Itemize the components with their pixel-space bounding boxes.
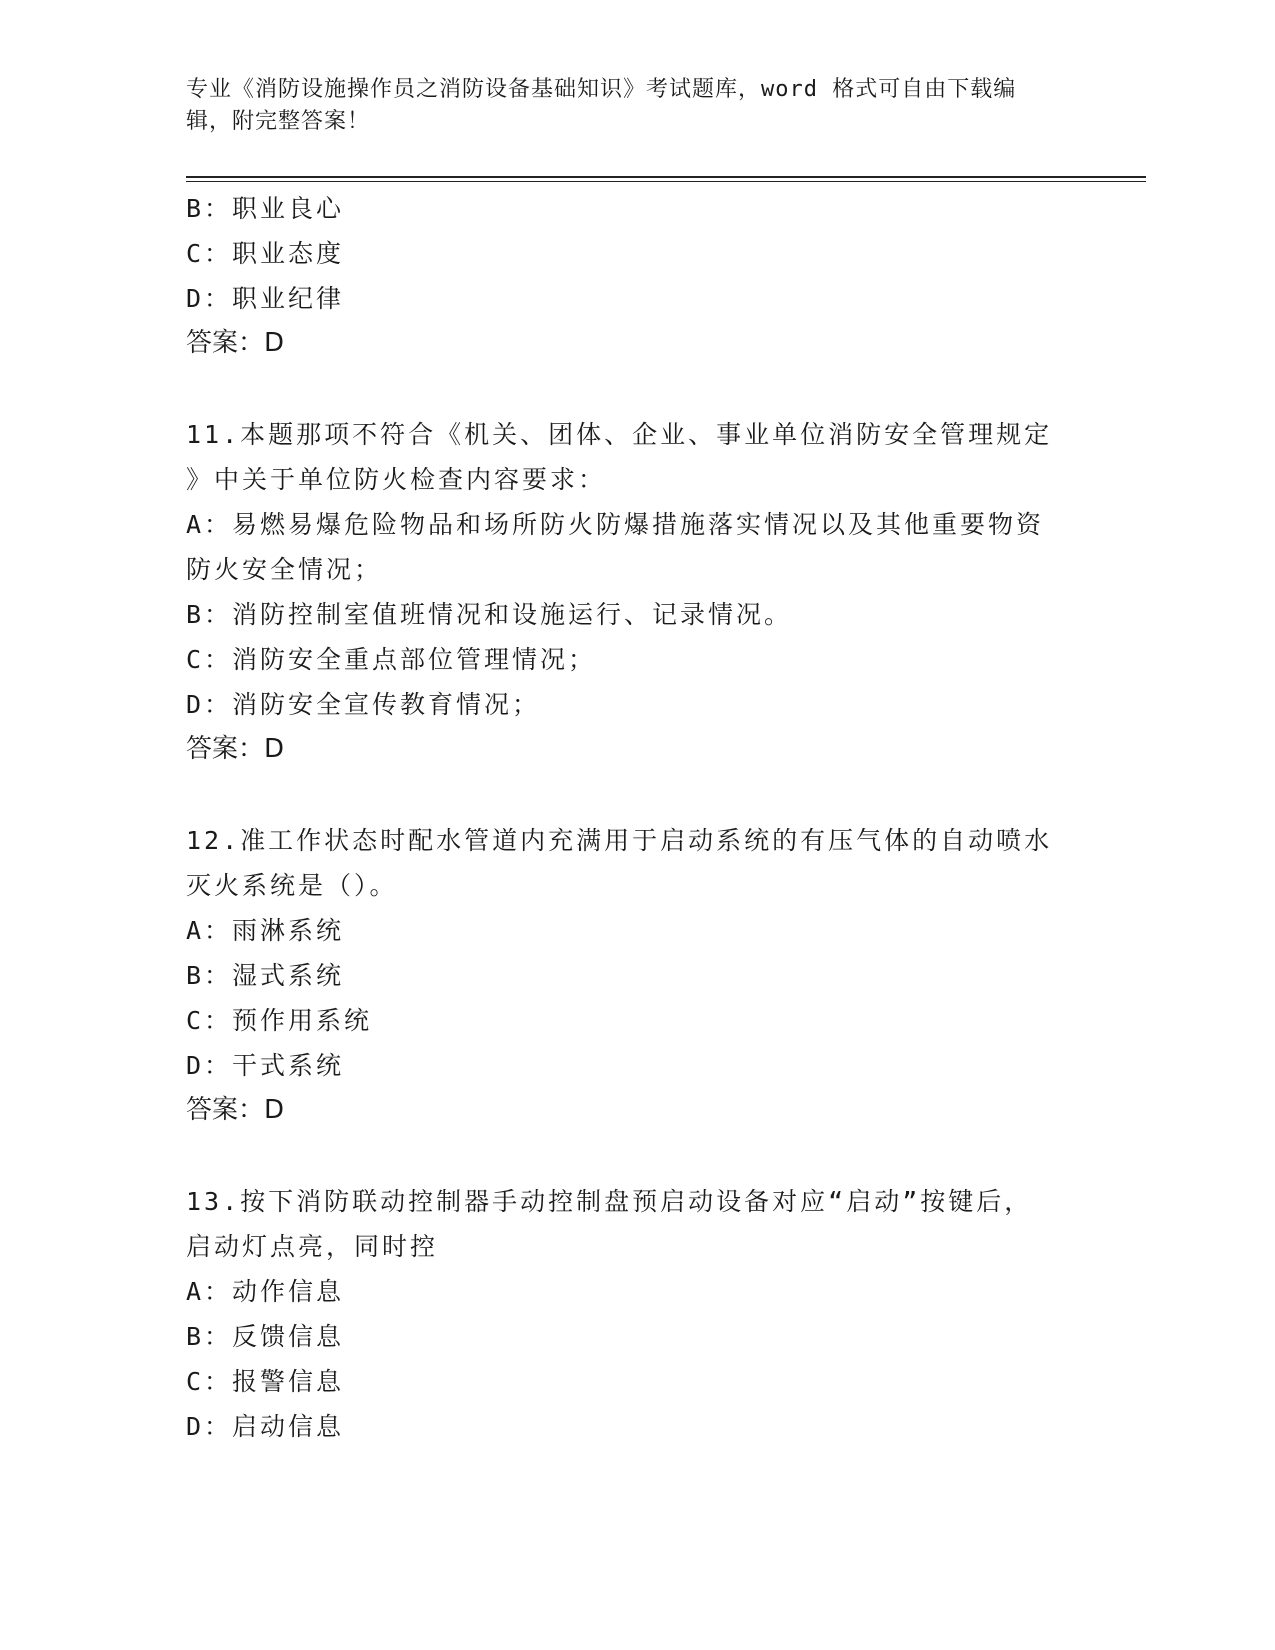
header-line-2: 辑，附完整答案！: [186, 109, 371, 134]
option-c: C：预作用系统: [186, 1006, 373, 1035]
answer: 答案：D: [186, 328, 285, 358]
question-stem-cont: 灭火系统是（）。: [186, 871, 398, 900]
option-d: D：职业纪律: [186, 284, 345, 313]
option-b: B：职业良心: [186, 194, 345, 223]
option-b: B：消防控制室值班情况和设施运行、记录情况。: [186, 600, 793, 629]
header-divider: [186, 176, 1146, 178]
question-stem-cont: 启动灯点亮，同时控: [186, 1232, 439, 1261]
question-10-tail: [186, 186, 1086, 366]
option-a: A：易燃易爆危险物品和场所防火防爆措施落实情况以及其他重要物资: [186, 510, 1045, 539]
question-12: [186, 818, 1086, 1133]
question-list: [186, 186, 1086, 1449]
question-stem: 11.本题那项不符合《机关、团体、企业、事业单位消防安全管理规定: [186, 420, 1053, 449]
answer: 答案：D: [186, 1095, 285, 1125]
option-c: C：消防安全重点部位管理情况；: [186, 645, 597, 674]
header-line-1: 专业《消防设施操作员之消防设备基础知识》考试题库，word 格式可自由下载编: [186, 77, 1017, 102]
document-header: [186, 74, 1066, 138]
question-11: [186, 412, 1086, 772]
answer: 答案：D: [186, 734, 285, 764]
question-13: [186, 1179, 1086, 1449]
question-stem: 12.准工作状态时配水管道内充满用于启动系统的有压气体的自动喷水: [186, 826, 1053, 855]
header-divider-thin: [186, 181, 1146, 182]
option-a-cont: 防火安全情况；: [186, 555, 383, 584]
option-b: B：湿式系统: [186, 961, 345, 990]
option-a: A：动作信息: [186, 1277, 345, 1306]
option-d: D：干式系统: [186, 1051, 345, 1080]
option-b: B：反馈信息: [186, 1322, 345, 1351]
question-stem-cont: 》中关于单位防火检查内容要求：: [186, 465, 607, 494]
question-stem: 13.按下消防联动控制器手动控制盘预启动设备对应“启动”按键后，: [186, 1187, 1033, 1216]
option-a: A：雨淋系统: [186, 916, 345, 945]
option-c: C：报警信息: [186, 1367, 345, 1396]
option-d: D：启动信息: [186, 1412, 345, 1441]
option-d: D：消防安全宣传教育情况；: [186, 690, 541, 719]
option-c: C：职业态度: [186, 239, 345, 268]
